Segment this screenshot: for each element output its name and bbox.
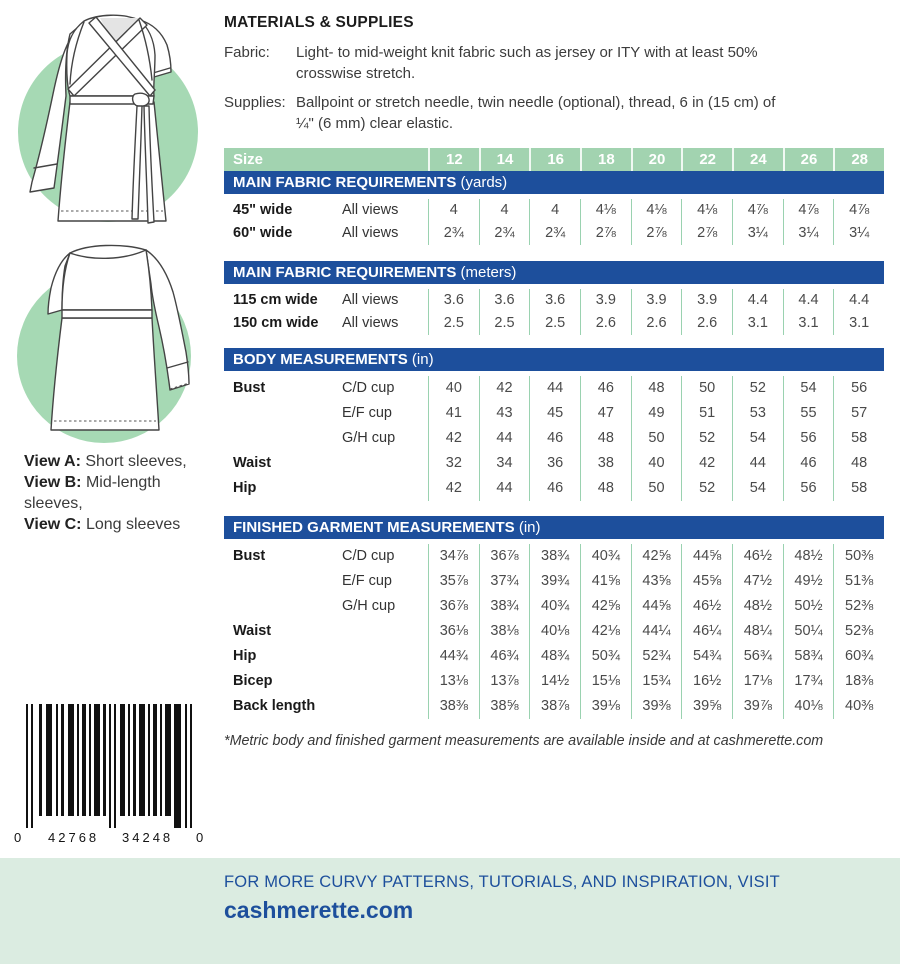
cell-value: 36 <box>529 451 580 476</box>
cell-value: 4.4 <box>833 289 884 312</box>
footer-band <box>0 858 900 964</box>
table-unit: (yards) <box>456 174 508 191</box>
cell-value: 50 <box>631 426 682 451</box>
cell-value: 2.5 <box>479 312 530 335</box>
cell-value: 38⅝ <box>479 694 530 719</box>
cell-value: 52 <box>681 426 732 451</box>
size-label: Size <box>233 151 264 168</box>
cell-value: 36⅛ <box>428 619 479 644</box>
cell-value: 55 <box>783 401 834 426</box>
size-column-header: 16 <box>529 148 580 171</box>
size-column-header: 18 <box>580 148 631 171</box>
table-row <box>224 669 884 694</box>
table-rows <box>224 371 884 501</box>
cell-value: 4⅞ <box>732 199 783 222</box>
cell-value: 42 <box>428 476 479 501</box>
view-label: View A: <box>24 453 81 470</box>
cell-value: 44 <box>732 451 783 476</box>
table-title-band <box>224 516 884 539</box>
cell-value: 48 <box>580 426 631 451</box>
cell-value: 40⅛ <box>783 694 834 719</box>
cell-value: 54 <box>732 426 783 451</box>
row-label <box>224 569 342 594</box>
size-column-header: 26 <box>783 148 834 171</box>
cell-value: 14½ <box>529 669 580 694</box>
cell-value: 58 <box>833 426 884 451</box>
cell-value: 2¾ <box>529 222 580 245</box>
cell-value: 39¾ <box>529 569 580 594</box>
cell-value: 47½ <box>732 569 783 594</box>
cell-value: 39⅛ <box>580 694 631 719</box>
fabric-row <box>224 42 884 84</box>
cell-value: 3.9 <box>580 289 631 312</box>
cell-value: 15¾ <box>631 669 682 694</box>
table-row <box>224 644 884 669</box>
table-title-band <box>224 261 884 284</box>
row-sublabel <box>342 669 428 694</box>
table-title: MAIN FABRIC REQUIREMENTS <box>233 264 457 281</box>
cell-value: 3¼ <box>732 222 783 245</box>
view-label: View C: <box>24 516 82 534</box>
cell-value: 46½ <box>732 544 783 569</box>
row-sublabel <box>342 451 428 476</box>
cell-value: 3.9 <box>681 289 732 312</box>
row-label: Bust <box>233 548 266 564</box>
cell-value: 41 <box>428 401 479 426</box>
cell-value: 4.4 <box>783 289 834 312</box>
table-body-measurements <box>224 348 884 501</box>
cell-value: 50¼ <box>783 619 834 644</box>
cell-value: 13⅛ <box>428 669 479 694</box>
row-sublabel: C/D cup <box>342 548 395 564</box>
row-sublabel <box>342 644 428 669</box>
cell-value: 38⅜ <box>428 694 479 719</box>
cell-value: 44¾ <box>428 644 479 669</box>
table-row <box>224 312 884 335</box>
table-title-band <box>224 171 884 194</box>
row-sublabel: All views <box>342 225 399 241</box>
cell-value: 48 <box>833 451 884 476</box>
cell-value: 38¾ <box>529 544 580 569</box>
cell-value: 49 <box>631 401 682 426</box>
cell-value: 46 <box>783 451 834 476</box>
cell-value: 42 <box>428 426 479 451</box>
barcode-digits-group2: 34248 <box>122 830 174 845</box>
table-rows <box>224 284 884 335</box>
cell-value: 52⅜ <box>833 619 884 644</box>
cell-value: 39⅜ <box>631 694 682 719</box>
cell-value: 40 <box>428 376 479 401</box>
row-label: Bust <box>233 380 266 396</box>
row-label: Hip <box>233 648 257 664</box>
cell-value: 42 <box>681 451 732 476</box>
row-sublabel: G/H cup <box>342 598 396 614</box>
view-description: View B: Mid-length sleeves, <box>24 474 161 513</box>
cell-value: 46½ <box>681 594 732 619</box>
cell-value: 56 <box>833 376 884 401</box>
view-description: View A: Short sleeves, <box>24 453 187 470</box>
table-title-band <box>224 348 884 371</box>
table-row <box>224 476 884 501</box>
table-row <box>224 376 884 401</box>
cell-value: 48 <box>580 476 631 501</box>
cell-value: 4⅞ <box>833 199 884 222</box>
cell-value: 4 <box>529 199 580 222</box>
cell-value: 49½ <box>783 569 834 594</box>
cell-value: 17⅛ <box>732 669 783 694</box>
cell-value: 58 <box>833 476 884 501</box>
barcode-bars <box>12 700 204 846</box>
cell-value: 46 <box>580 376 631 401</box>
cell-value: 36⅞ <box>428 594 479 619</box>
table-row <box>224 544 884 569</box>
cell-value: 46¾ <box>479 644 530 669</box>
row-sublabel: All views <box>342 292 399 308</box>
view-description: View C: Long sleeves <box>24 516 181 534</box>
cell-value: 42⅝ <box>580 594 631 619</box>
row-label: Hip <box>233 480 257 496</box>
cell-value: 50⅜ <box>833 544 884 569</box>
size-column-header: 22 <box>681 148 732 171</box>
cell-value: 3.6 <box>479 289 530 312</box>
cell-value: 48 <box>631 376 682 401</box>
cell-value: 2⅞ <box>631 222 682 245</box>
cell-value: 3.1 <box>833 312 884 335</box>
cell-value: 36⅞ <box>479 544 530 569</box>
table-unit: (in) <box>407 351 434 368</box>
table-row <box>224 289 884 312</box>
table-row <box>224 694 884 719</box>
view-descriptions <box>24 451 208 535</box>
cell-value: 48¼ <box>732 619 783 644</box>
cell-value: 56 <box>783 426 834 451</box>
cell-value: 38 <box>580 451 631 476</box>
table-fabric-yards <box>224 171 884 245</box>
cell-value: 16½ <box>681 669 732 694</box>
footnote: *Metric body and finished garment measurements are available inside and at cashmerette.com <box>224 733 824 749</box>
cell-value: 57 <box>833 401 884 426</box>
view-label: View B: <box>24 474 82 492</box>
cell-value: 44¼ <box>631 619 682 644</box>
cell-value: 44 <box>529 376 580 401</box>
table-row <box>224 222 884 245</box>
cell-value: 2.6 <box>681 312 732 335</box>
row-sublabel <box>342 694 428 719</box>
cell-value: 34⅞ <box>428 544 479 569</box>
cell-value: 47 <box>580 401 631 426</box>
cell-value: 2.5 <box>529 312 580 335</box>
cell-value: 39⅞ <box>732 694 783 719</box>
cell-value: 54 <box>732 476 783 501</box>
cell-value: 46 <box>529 426 580 451</box>
cell-value: 4⅛ <box>631 199 682 222</box>
cell-value: 3¼ <box>833 222 884 245</box>
cell-value: 38⅛ <box>479 619 530 644</box>
cell-value: 40⅛ <box>529 619 580 644</box>
cell-value: 56¾ <box>732 644 783 669</box>
size-column-header: 20 <box>631 148 682 171</box>
cell-value: 45⅝ <box>681 569 732 594</box>
row-label: Bicep <box>233 673 273 689</box>
table-row <box>224 426 884 451</box>
row-sublabel: G/H cup <box>342 430 396 446</box>
supplies-text: Ballpoint or stretch needle, twin needle (optional), thread, 6 in (15 cm) of ¼" (6 mm) clear elastic. <box>296 94 776 132</box>
row-sublabel <box>342 476 428 501</box>
cell-value: 4⅞ <box>783 199 834 222</box>
cell-value: 50 <box>681 376 732 401</box>
table-fabric-meters <box>224 261 884 335</box>
table-row <box>224 401 884 426</box>
row-label: 60" wide <box>233 225 293 241</box>
table-title: BODY MEASUREMENTS <box>233 351 408 368</box>
footer-tagline: FOR MORE CURVY PATTERNS, TUTORIALS, AND INSPIRATION, VISIT <box>224 873 780 891</box>
cell-value: 38¾ <box>479 594 530 619</box>
table-unit: (meters) <box>456 264 517 281</box>
main-content <box>224 14 884 749</box>
row-sublabel: E/F cup <box>342 405 392 421</box>
cell-value: 35⅞ <box>428 569 479 594</box>
cell-value: 53 <box>732 401 783 426</box>
cell-value: 3¼ <box>783 222 834 245</box>
cell-value: 3.6 <box>529 289 580 312</box>
cell-value: 52 <box>681 476 732 501</box>
table-unit: (in) <box>514 519 541 536</box>
cell-value: 44⅝ <box>681 544 732 569</box>
table-row <box>224 199 884 222</box>
cell-value: 46 <box>529 476 580 501</box>
cell-value: 54 <box>783 376 834 401</box>
page-title: MATERIALS & SUPPLIES <box>224 14 414 31</box>
cell-value: 46¼ <box>681 619 732 644</box>
row-label <box>224 426 342 451</box>
row-label <box>224 594 342 619</box>
cell-value: 41⅝ <box>580 569 631 594</box>
cell-value: 4⅛ <box>580 199 631 222</box>
cell-value: 40 <box>631 451 682 476</box>
table-row <box>224 569 884 594</box>
row-label: Waist <box>233 623 272 639</box>
cell-value: 37¾ <box>479 569 530 594</box>
cell-value: 45 <box>529 401 580 426</box>
cell-value: 51 <box>681 401 732 426</box>
size-column-header: 28 <box>833 148 884 171</box>
cell-value: 42⅛ <box>580 619 631 644</box>
row-label: 45" wide <box>233 202 293 218</box>
fabric-label: Fabric: <box>224 44 270 61</box>
row-label: 115 cm wide <box>233 292 318 308</box>
cell-value: 50 <box>631 476 682 501</box>
cell-value: 4⅛ <box>681 199 732 222</box>
cell-value: 43⅝ <box>631 569 682 594</box>
cell-value: 60¾ <box>833 644 884 669</box>
cell-value: 32 <box>428 451 479 476</box>
cell-value: 18⅜ <box>833 669 884 694</box>
cell-value: 56 <box>783 476 834 501</box>
table-rows <box>224 539 884 719</box>
cell-value: 2⅞ <box>681 222 732 245</box>
cell-value: 2¾ <box>428 222 479 245</box>
cell-value: 51⅜ <box>833 569 884 594</box>
table-row <box>224 619 884 644</box>
row-label <box>224 401 342 426</box>
cell-value: 44 <box>479 476 530 501</box>
size-column-header: 12 <box>428 148 479 171</box>
cell-value: 40¾ <box>529 594 580 619</box>
cell-value: 40¾ <box>580 544 631 569</box>
cell-value: 44⅝ <box>631 594 682 619</box>
cell-value: 42⅝ <box>631 544 682 569</box>
cell-value: 50¾ <box>580 644 631 669</box>
fabric-text: Light- to mid-weight knit fabric such as jersey or ITY with at least 50% crosswise stretch. <box>296 44 758 82</box>
row-sublabel: E/F cup <box>342 573 392 589</box>
barcode <box>12 700 204 851</box>
supplies-row <box>224 92 884 134</box>
supplies-label: Supplies: <box>224 94 286 111</box>
barcode-digits-group1: 42768 <box>48 830 100 845</box>
cell-value: 3.1 <box>732 312 783 335</box>
row-label: Waist <box>233 455 272 471</box>
cell-value: 48½ <box>732 594 783 619</box>
row-sublabel <box>342 619 428 644</box>
table-title: FINISHED GARMENT MEASUREMENTS <box>233 519 515 536</box>
cell-value: 13⅞ <box>479 669 530 694</box>
cell-value: 48½ <box>783 544 834 569</box>
cell-value: 54¾ <box>681 644 732 669</box>
row-sublabel: C/D cup <box>342 380 395 396</box>
cell-value: 52⅜ <box>833 594 884 619</box>
cell-value: 39⅝ <box>681 694 732 719</box>
cell-value: 3.6 <box>428 289 479 312</box>
table-row <box>224 451 884 476</box>
size-column-header: 24 <box>732 148 783 171</box>
cell-value: 50½ <box>783 594 834 619</box>
row-label: Back length <box>233 698 316 714</box>
cell-value: 42 <box>479 376 530 401</box>
cell-value: 15⅛ <box>580 669 631 694</box>
size-header-row <box>224 148 884 171</box>
table-rows <box>224 194 884 245</box>
cell-value: 34 <box>479 451 530 476</box>
cell-value: 3.1 <box>783 312 834 335</box>
cell-value: 40⅜ <box>833 694 884 719</box>
table-row <box>224 594 884 619</box>
row-label: 150 cm wide <box>233 315 319 331</box>
cell-value: 2.6 <box>631 312 682 335</box>
cell-value: 38⅞ <box>529 694 580 719</box>
cell-value: 3.9 <box>631 289 682 312</box>
cell-value: 17¾ <box>783 669 834 694</box>
cell-value: 2.6 <box>580 312 631 335</box>
cell-value: 43 <box>479 401 530 426</box>
row-sublabel: All views <box>342 202 399 218</box>
cell-value: 2⅞ <box>580 222 631 245</box>
cell-value: 52¾ <box>631 644 682 669</box>
barcode-digit-left: 0 <box>14 830 22 845</box>
footer-url[interactable]: cashmerette.com <box>224 897 414 923</box>
table-title: MAIN FABRIC REQUIREMENTS <box>233 174 457 191</box>
row-sublabel: All views <box>342 315 399 331</box>
size-column-header: 14 <box>479 148 530 171</box>
table-finished-garment <box>224 516 884 719</box>
cell-value: 4.4 <box>732 289 783 312</box>
cell-value: 2¾ <box>479 222 530 245</box>
cell-value: 48¾ <box>529 644 580 669</box>
dress-back-illustration <box>4 238 216 452</box>
cell-value: 4 <box>479 199 530 222</box>
barcode-digit-right: 0 <box>196 830 204 845</box>
cell-value: 44 <box>479 426 530 451</box>
cell-value: 52 <box>732 376 783 401</box>
cell-value: 4 <box>428 199 479 222</box>
cell-value: 58¾ <box>783 644 834 669</box>
cell-value: 2.5 <box>428 312 479 335</box>
dress-front-illustration <box>4 2 216 236</box>
